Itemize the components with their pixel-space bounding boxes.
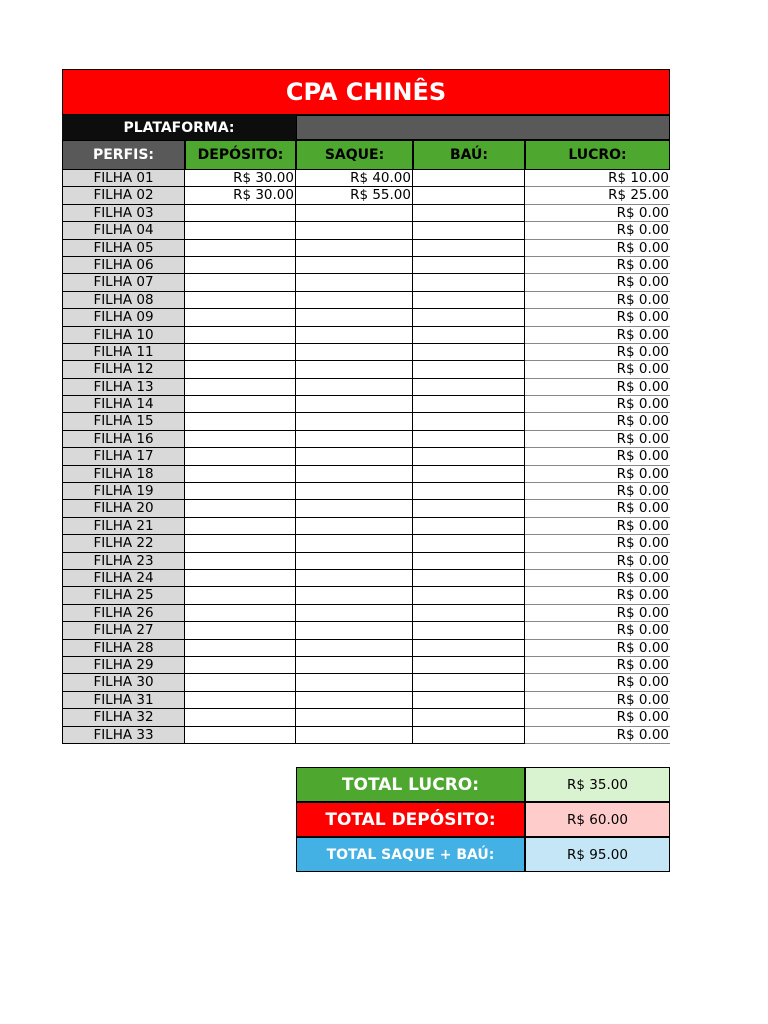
plataforma-row bbox=[62, 115, 670, 140]
table-row bbox=[62, 187, 670, 204]
deposito-cell[interactable] bbox=[185, 431, 296, 448]
total-deposito-value: R$ 60.00 bbox=[525, 802, 670, 837]
lucro-cell: R$ 0.00 bbox=[525, 570, 670, 587]
profile-name-cell: FILHA 05 bbox=[62, 240, 185, 257]
deposito-cell[interactable] bbox=[185, 205, 296, 222]
table-row bbox=[62, 257, 670, 274]
deposito-cell[interactable] bbox=[185, 709, 296, 726]
bau-cell[interactable] bbox=[413, 379, 525, 396]
saque-cell[interactable] bbox=[296, 553, 413, 570]
profile-name-cell: FILHA 28 bbox=[62, 640, 185, 657]
saque-cell[interactable] bbox=[296, 518, 413, 535]
profile-name-cell: FILHA 19 bbox=[62, 483, 185, 500]
bau-cell[interactable] bbox=[413, 727, 525, 744]
profile-name-cell: FILHA 07 bbox=[62, 274, 185, 291]
profile-name-cell: FILHA 32 bbox=[62, 709, 185, 726]
bau-cell[interactable] bbox=[413, 587, 525, 604]
profile-name-cell: FILHA 33 bbox=[62, 727, 185, 744]
bau-cell[interactable] bbox=[413, 518, 525, 535]
bau-cell[interactable] bbox=[413, 205, 525, 222]
header-bau: BAÚ: bbox=[413, 140, 525, 170]
lucro-cell: R$ 0.00 bbox=[525, 466, 670, 483]
table-row bbox=[62, 709, 670, 726]
deposito-cell[interactable] bbox=[185, 692, 296, 709]
bau-cell[interactable] bbox=[413, 692, 525, 709]
deposito-cell[interactable]: R$ 30.00 bbox=[185, 170, 296, 187]
deposito-cell[interactable] bbox=[185, 535, 296, 552]
table-row bbox=[62, 640, 670, 657]
table-row bbox=[62, 396, 670, 413]
saque-cell[interactable] bbox=[296, 587, 413, 604]
profile-name-cell: FILHA 04 bbox=[62, 222, 185, 239]
table-row bbox=[62, 413, 670, 430]
saque-cell[interactable] bbox=[296, 344, 413, 361]
saque-cell[interactable]: R$ 55.00 bbox=[296, 187, 413, 204]
saque-cell[interactable] bbox=[296, 292, 413, 309]
profile-name-cell: FILHA 02 bbox=[62, 187, 185, 204]
deposito-cell[interactable]: R$ 30.00 bbox=[185, 187, 296, 204]
table-row bbox=[62, 535, 670, 552]
saque-cell[interactable] bbox=[296, 240, 413, 257]
bau-cell[interactable] bbox=[413, 170, 525, 187]
total-lucro-row bbox=[296, 767, 670, 802]
lucro-cell: R$ 0.00 bbox=[525, 274, 670, 291]
deposito-cell[interactable] bbox=[185, 483, 296, 500]
saque-cell[interactable] bbox=[296, 466, 413, 483]
profile-name-cell: FILHA 27 bbox=[62, 622, 185, 639]
table-row bbox=[62, 327, 670, 344]
bau-cell[interactable] bbox=[413, 240, 525, 257]
deposito-cell[interactable] bbox=[185, 500, 296, 517]
saque-cell[interactable] bbox=[296, 483, 413, 500]
table-row bbox=[62, 657, 670, 674]
total-saque-bau-row bbox=[296, 837, 670, 872]
saque-cell[interactable] bbox=[296, 448, 413, 465]
profile-name-cell: FILHA 22 bbox=[62, 535, 185, 552]
lucro-cell: R$ 0.00 bbox=[525, 292, 670, 309]
lucro-cell: R$ 0.00 bbox=[525, 674, 670, 691]
table-row bbox=[62, 622, 670, 639]
table-row bbox=[62, 292, 670, 309]
lucro-cell: R$ 0.00 bbox=[525, 413, 670, 430]
profile-name-cell: FILHA 14 bbox=[62, 396, 185, 413]
table-row bbox=[62, 692, 670, 709]
saque-cell[interactable] bbox=[296, 622, 413, 639]
saque-cell[interactable] bbox=[296, 674, 413, 691]
deposito-cell[interactable] bbox=[185, 466, 296, 483]
lucro-cell: R$ 0.00 bbox=[525, 222, 670, 239]
lucro-cell: R$ 0.00 bbox=[525, 396, 670, 413]
lucro-cell: R$ 0.00 bbox=[525, 692, 670, 709]
plataforma-label: PLATAFORMA: bbox=[62, 115, 296, 140]
deposito-cell[interactable] bbox=[185, 257, 296, 274]
profile-name-cell: FILHA 08 bbox=[62, 292, 185, 309]
table-body bbox=[62, 170, 670, 744]
lucro-cell: R$ 0.00 bbox=[525, 605, 670, 622]
bau-cell[interactable] bbox=[413, 709, 525, 726]
saque-cell[interactable] bbox=[296, 500, 413, 517]
total-saque-bau-label: TOTAL SAQUE + BAÚ: bbox=[296, 837, 525, 872]
sheet-title: CPA CHINÊS bbox=[62, 69, 670, 115]
lucro-cell: R$ 0.00 bbox=[525, 553, 670, 570]
deposito-cell[interactable] bbox=[185, 587, 296, 604]
deposito-cell[interactable] bbox=[185, 640, 296, 657]
bau-cell[interactable] bbox=[413, 553, 525, 570]
profile-name-cell: FILHA 03 bbox=[62, 205, 185, 222]
profile-name-cell: FILHA 31 bbox=[62, 692, 185, 709]
deposito-cell[interactable] bbox=[185, 222, 296, 239]
deposito-cell[interactable] bbox=[185, 622, 296, 639]
bau-cell[interactable] bbox=[413, 640, 525, 657]
bau-cell[interactable] bbox=[413, 657, 525, 674]
lucro-cell: R$ 0.00 bbox=[525, 727, 670, 744]
column-headers bbox=[62, 140, 670, 170]
bau-cell[interactable] bbox=[413, 222, 525, 239]
bau-cell[interactable] bbox=[413, 674, 525, 691]
header-perfis: PERFIS: bbox=[62, 140, 185, 170]
table-row bbox=[62, 240, 670, 257]
profile-name-cell: FILHA 23 bbox=[62, 553, 185, 570]
profile-name-cell: FILHA 12 bbox=[62, 361, 185, 378]
profile-name-cell: FILHA 26 bbox=[62, 605, 185, 622]
deposito-cell[interactable] bbox=[185, 361, 296, 378]
lucro-cell: R$ 0.00 bbox=[525, 640, 670, 657]
saque-cell[interactable] bbox=[296, 709, 413, 726]
lucro-cell: R$ 0.00 bbox=[525, 379, 670, 396]
profile-name-cell: FILHA 21 bbox=[62, 518, 185, 535]
bau-cell[interactable] bbox=[413, 448, 525, 465]
deposito-cell[interactable] bbox=[185, 518, 296, 535]
saque-cell[interactable] bbox=[296, 257, 413, 274]
table-row bbox=[62, 448, 670, 465]
bau-cell[interactable] bbox=[413, 309, 525, 326]
plataforma-value-cell[interactable] bbox=[296, 115, 670, 140]
deposito-cell[interactable] bbox=[185, 674, 296, 691]
deposito-cell[interactable] bbox=[185, 240, 296, 257]
bau-cell[interactable] bbox=[413, 396, 525, 413]
bau-cell[interactable] bbox=[413, 535, 525, 552]
saque-cell[interactable] bbox=[296, 205, 413, 222]
saque-cell[interactable]: R$ 40.00 bbox=[296, 170, 413, 187]
saque-cell[interactable] bbox=[296, 640, 413, 657]
deposito-cell[interactable] bbox=[185, 448, 296, 465]
table-row bbox=[62, 205, 670, 222]
deposito-cell[interactable] bbox=[185, 413, 296, 430]
lucro-cell: R$ 0.00 bbox=[525, 257, 670, 274]
lucro-cell: R$ 10.00 bbox=[525, 170, 670, 187]
deposito-cell[interactable] bbox=[185, 379, 296, 396]
deposito-cell[interactable] bbox=[185, 309, 296, 326]
deposito-cell[interactable] bbox=[185, 605, 296, 622]
deposito-cell[interactable] bbox=[185, 570, 296, 587]
deposito-cell[interactable] bbox=[185, 344, 296, 361]
profile-name-cell: FILHA 09 bbox=[62, 309, 185, 326]
header-saque: SAQUE: bbox=[296, 140, 413, 170]
bau-cell[interactable] bbox=[413, 187, 525, 204]
table-row bbox=[62, 500, 670, 517]
lucro-cell: R$ 0.00 bbox=[525, 240, 670, 257]
bau-cell[interactable] bbox=[413, 413, 525, 430]
table-row bbox=[62, 361, 670, 378]
profile-name-cell: FILHA 16 bbox=[62, 431, 185, 448]
deposito-cell[interactable] bbox=[185, 396, 296, 413]
saque-cell[interactable] bbox=[296, 535, 413, 552]
table-row bbox=[62, 727, 670, 744]
bau-cell[interactable] bbox=[413, 605, 525, 622]
saque-cell[interactable] bbox=[296, 361, 413, 378]
bau-cell[interactable] bbox=[413, 483, 525, 500]
lucro-cell: R$ 0.00 bbox=[525, 309, 670, 326]
lucro-cell: R$ 0.00 bbox=[525, 361, 670, 378]
saque-cell[interactable] bbox=[296, 379, 413, 396]
table-row bbox=[62, 431, 670, 448]
lucro-cell: R$ 0.00 bbox=[525, 657, 670, 674]
table-row bbox=[62, 309, 670, 326]
bau-cell[interactable] bbox=[413, 570, 525, 587]
saque-cell[interactable] bbox=[296, 413, 413, 430]
table-row bbox=[62, 170, 670, 187]
lucro-cell: R$ 0.00 bbox=[525, 709, 670, 726]
lucro-cell: R$ 0.00 bbox=[525, 483, 670, 500]
lucro-cell: R$ 0.00 bbox=[525, 344, 670, 361]
table-row bbox=[62, 518, 670, 535]
saque-cell[interactable] bbox=[296, 657, 413, 674]
profile-name-cell: FILHA 29 bbox=[62, 657, 185, 674]
lucro-cell: R$ 0.00 bbox=[525, 205, 670, 222]
profile-name-cell: FILHA 17 bbox=[62, 448, 185, 465]
bau-cell[interactable] bbox=[413, 344, 525, 361]
total-deposito-label: TOTAL DEPÓSITO: bbox=[296, 802, 525, 837]
spreadsheet bbox=[62, 69, 670, 744]
profile-name-cell: FILHA 13 bbox=[62, 379, 185, 396]
bau-cell[interactable] bbox=[413, 466, 525, 483]
profile-name-cell: FILHA 06 bbox=[62, 257, 185, 274]
table-row bbox=[62, 466, 670, 483]
table-row bbox=[62, 483, 670, 500]
saque-cell[interactable] bbox=[296, 396, 413, 413]
profile-name-cell: FILHA 01 bbox=[62, 170, 185, 187]
table-row bbox=[62, 274, 670, 291]
saque-cell[interactable] bbox=[296, 274, 413, 291]
table-row bbox=[62, 222, 670, 239]
bau-cell[interactable] bbox=[413, 431, 525, 448]
bau-cell[interactable] bbox=[413, 292, 525, 309]
saque-cell[interactable] bbox=[296, 692, 413, 709]
profile-name-cell: FILHA 10 bbox=[62, 327, 185, 344]
lucro-cell: R$ 25.00 bbox=[525, 187, 670, 204]
header-lucro: LUCRO: bbox=[525, 140, 670, 170]
saque-cell[interactable] bbox=[296, 605, 413, 622]
lucro-cell: R$ 0.00 bbox=[525, 327, 670, 344]
total-lucro-label: TOTAL LUCRO: bbox=[296, 767, 525, 802]
bau-cell[interactable] bbox=[413, 257, 525, 274]
table-row bbox=[62, 553, 670, 570]
table-row bbox=[62, 587, 670, 604]
table-row bbox=[62, 570, 670, 587]
bau-cell[interactable] bbox=[413, 622, 525, 639]
profile-name-cell: FILHA 20 bbox=[62, 500, 185, 517]
bau-cell[interactable] bbox=[413, 327, 525, 344]
saque-cell[interactable] bbox=[296, 327, 413, 344]
saque-cell[interactable] bbox=[296, 309, 413, 326]
lucro-cell: R$ 0.00 bbox=[525, 535, 670, 552]
header-deposito: DEPÓSITO: bbox=[185, 140, 296, 170]
bau-cell[interactable] bbox=[413, 500, 525, 517]
total-saque-bau-value: R$ 95.00 bbox=[525, 837, 670, 872]
table-row bbox=[62, 379, 670, 396]
deposito-cell[interactable] bbox=[185, 657, 296, 674]
lucro-cell: R$ 0.00 bbox=[525, 587, 670, 604]
lucro-cell: R$ 0.00 bbox=[525, 500, 670, 517]
deposito-cell[interactable] bbox=[185, 327, 296, 344]
deposito-cell[interactable] bbox=[185, 553, 296, 570]
total-lucro-value: R$ 35.00 bbox=[525, 767, 670, 802]
profile-name-cell: FILHA 30 bbox=[62, 674, 185, 691]
totals-table bbox=[296, 767, 670, 872]
table-row bbox=[62, 674, 670, 691]
saque-cell[interactable] bbox=[296, 727, 413, 744]
deposito-cell[interactable] bbox=[185, 274, 296, 291]
profile-name-cell: FILHA 11 bbox=[62, 344, 185, 361]
lucro-cell: R$ 0.00 bbox=[525, 622, 670, 639]
profile-name-cell: FILHA 15 bbox=[62, 413, 185, 430]
lucro-cell: R$ 0.00 bbox=[525, 448, 670, 465]
table-row bbox=[62, 344, 670, 361]
profile-name-cell: FILHA 25 bbox=[62, 587, 185, 604]
lucro-cell: R$ 0.00 bbox=[525, 518, 670, 535]
table-row bbox=[62, 605, 670, 622]
deposito-cell[interactable] bbox=[185, 727, 296, 744]
total-deposito-row bbox=[296, 802, 670, 837]
profile-name-cell: FILHA 18 bbox=[62, 466, 185, 483]
bau-cell[interactable] bbox=[413, 361, 525, 378]
bau-cell[interactable] bbox=[413, 274, 525, 291]
profile-name-cell: FILHA 24 bbox=[62, 570, 185, 587]
saque-cell[interactable] bbox=[296, 431, 413, 448]
deposito-cell[interactable] bbox=[185, 292, 296, 309]
lucro-cell: R$ 0.00 bbox=[525, 431, 670, 448]
saque-cell[interactable] bbox=[296, 222, 413, 239]
saque-cell[interactable] bbox=[296, 570, 413, 587]
